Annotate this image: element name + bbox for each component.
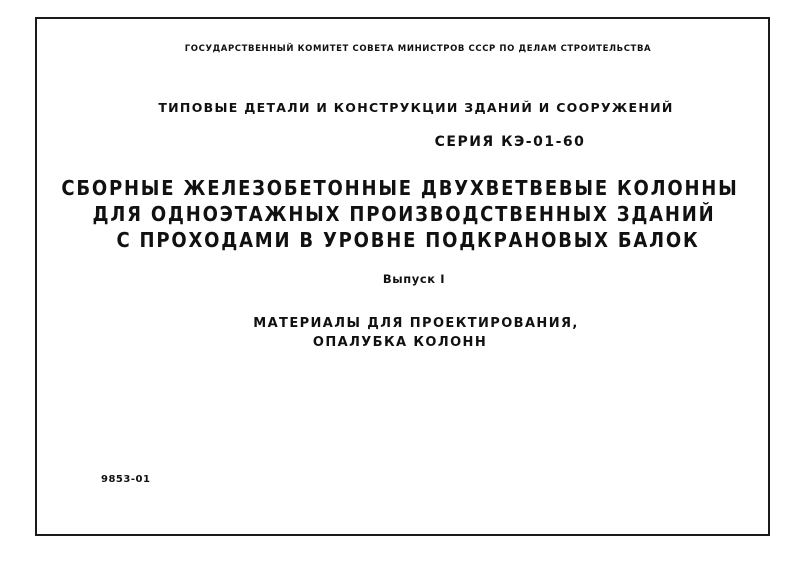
committee-header: ГОСУДАРСТВЕННЫЙ КОМИТЕТ СОВЕТА МИНИСТРОВ СССР ПО ДЕЛАМ СТРОИТЕЛЬСТВА <box>184 44 652 54</box>
main-title-line-2: ДЛЯ ОДНОЭТАЖНЫХ ПРОИЗВОДСТВЕННЫХ ЗДАНИЙ <box>92 202 716 226</box>
document-number: 9853-01 <box>101 474 151 485</box>
series-title: ТИПОВЫЕ ДЕТАЛИ И КОНСТРУКЦИИ ЗДАНИЙ И СООРУЖЕНИЙ <box>158 100 674 115</box>
frame-bottom-rule <box>35 534 770 536</box>
issue-label: Выпуск I <box>382 272 446 286</box>
series-code: СЕРИЯ КЭ-01-60 <box>434 134 586 150</box>
subtitle-line-2: ОПАЛУБКА КОЛОНН <box>312 335 488 350</box>
main-title-line-3: С ПРОХОДАМИ В УРОВНЕ ПОДКРАНОВЫХ БАЛОК <box>116 228 700 252</box>
subtitle-line-1: МАТЕРИАЛЫ ДЛЯ ПРОЕКТИРОВАНИЯ, <box>253 316 579 331</box>
main-title-line-1: СБОРНЫЕ ЖЕЛЕЗОБЕТОННЫЕ ДВУХВЕТВЕВЫЕ КОЛОННЫ <box>61 176 739 200</box>
